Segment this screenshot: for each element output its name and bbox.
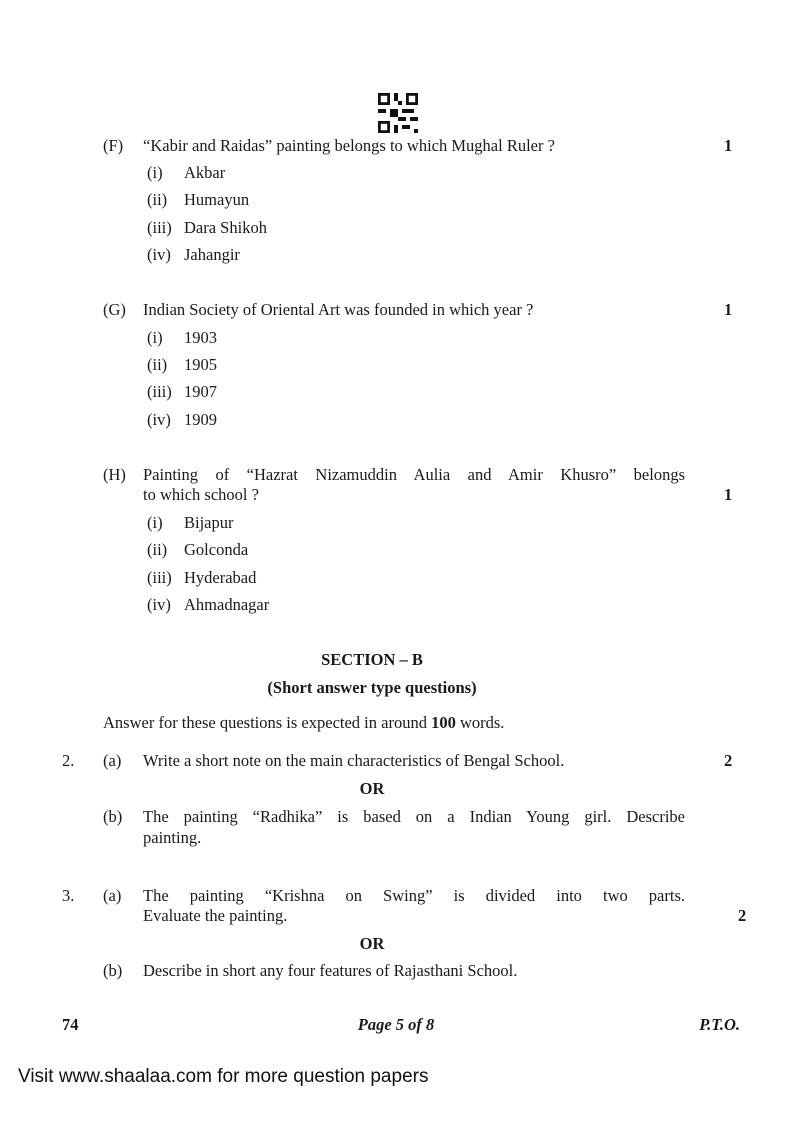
pto-label: P.T.O. <box>699 1015 740 1034</box>
option-text: 1903 <box>184 328 217 347</box>
option-text: Humayun <box>184 190 250 209</box>
question-marks: 1 <box>724 136 733 155</box>
part-text-line1: The painting “Krishna on Swing” is divided into two parts. <box>143 886 685 905</box>
question-marks: 2 <box>738 906 747 925</box>
option-text: Hyderabad <box>184 568 257 587</box>
option-num: (iii) <box>147 218 172 237</box>
question-label: (G) <box>103 300 126 319</box>
part-text-line1: The painting “Radhika” is based on a Indian Young girl. Describe <box>143 807 685 826</box>
qr-code-icon <box>378 93 418 133</box>
option-num: (i) <box>147 513 163 532</box>
option-text: 1905 <box>184 355 217 374</box>
part-text-line2: painting. <box>143 828 202 847</box>
option-text: Jahangir <box>184 245 240 264</box>
option-num: (ii) <box>147 540 168 559</box>
option-text: Bijapur <box>184 513 234 532</box>
question-text: “Kabir and Raidas” painting belongs to which Mughal Ruler ? <box>143 136 555 155</box>
part-label: (a) <box>103 886 122 905</box>
question-marks: 1 <box>724 485 733 504</box>
option-num: (i) <box>147 163 163 182</box>
question-text-line2: to which school ? <box>143 485 259 504</box>
part-label: (b) <box>103 961 123 980</box>
question-text: Indian Society of Oriental Art was founded in which year ? <box>143 300 534 319</box>
instruction-word-count: 100 <box>431 713 456 732</box>
visit-link[interactable]: Visit www.shaalaa.com for more question papers <box>18 1066 429 1087</box>
paper-code: 74 <box>62 1015 79 1034</box>
section-subtitle: (Short answer type questions) <box>267 678 477 697</box>
option-text: Golconda <box>184 540 249 559</box>
question-number: 3. <box>62 886 75 905</box>
question-marks: 2 <box>724 751 733 770</box>
option-text: Ahmadnagar <box>184 595 270 614</box>
option-text: Dara Shikoh <box>184 218 267 237</box>
part-label: (b) <box>103 807 123 826</box>
option-num: (iv) <box>147 595 171 614</box>
question-number: 2. <box>62 751 75 770</box>
option-text: 1907 <box>184 382 217 401</box>
option-num: (ii) <box>147 355 168 374</box>
instruction-text: Answer for these questions is expected in around <box>103 713 432 732</box>
option-text: Akbar <box>184 163 226 182</box>
part-label: (a) <box>103 751 122 770</box>
or-divider: OR <box>359 934 385 953</box>
option-num: (ii) <box>147 190 168 209</box>
option-num: (iv) <box>147 245 171 264</box>
section-instruction <box>103 713 504 733</box>
page-number: Page 5 of 8 <box>357 1015 435 1034</box>
part-text: Describe in short any four features of Rajasthani School. <box>143 961 518 980</box>
question-marks: 1 <box>724 300 733 319</box>
option-num: (iii) <box>147 382 172 401</box>
option-num: (iii) <box>147 568 172 587</box>
part-text-line2: Evaluate the painting. <box>143 906 288 925</box>
question-text-line1: Painting of “Hazrat Nizamuddin Aulia and Amir Khusro” belongs <box>143 465 685 484</box>
option-text: 1909 <box>184 410 217 429</box>
option-num: (iv) <box>147 410 171 429</box>
or-divider: OR <box>359 779 385 798</box>
instruction-text-end: words. <box>455 713 505 732</box>
part-text: Write a short note on the main characteristics of Bengal School. <box>143 751 565 770</box>
question-label: (F) <box>103 136 124 155</box>
question-label: (H) <box>103 465 126 484</box>
section-title: SECTION – B <box>321 650 423 669</box>
option-num: (i) <box>147 328 163 347</box>
